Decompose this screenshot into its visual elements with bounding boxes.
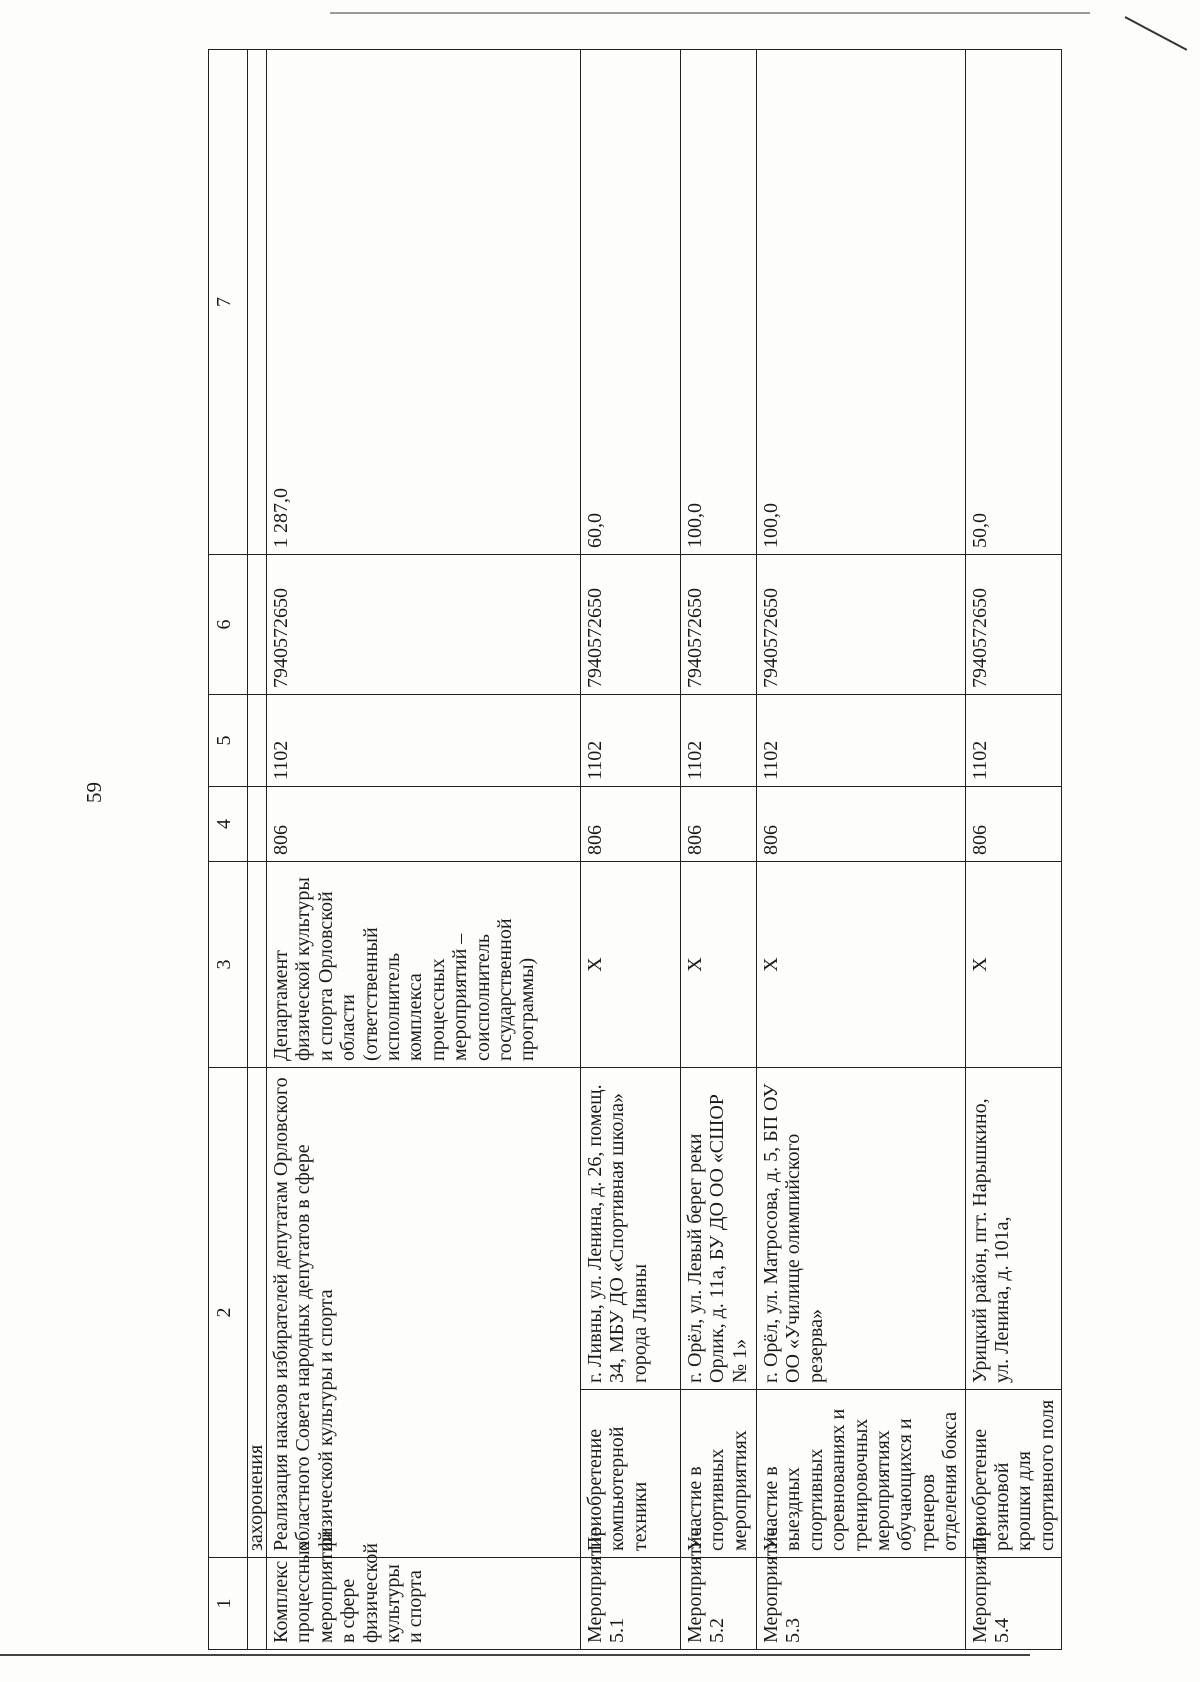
- measure-code-6: 7940572650: [757, 555, 966, 695]
- cell: [248, 695, 267, 787]
- measure-amount: 50,0: [965, 50, 1062, 555]
- measure-address: г. Орёл, ул. Левый берег реки Орлик, д. 11а, БУ ДО ОО «СШОР № 1»: [681, 1068, 757, 1390]
- measure-code-5: 1102: [681, 695, 757, 787]
- measure-description: Участие в выездных спортивных соревнованиях и тренировочных мероприятиях обучающихся и тренеров отделения бокса: [757, 1390, 966, 1558]
- table-row: [965, 50, 1062, 1650]
- header-col-4: 4: [209, 787, 248, 862]
- measure-description: Приобретение резиновой крошки для спортивного поля: [965, 1390, 1062, 1558]
- measure-code-5: 1102: [965, 695, 1062, 787]
- measure-code-5: 1102: [757, 695, 966, 787]
- header-col-7: 7: [209, 50, 248, 555]
- complex-code-5: 1102: [267, 695, 581, 787]
- header-row: [209, 50, 248, 1650]
- header-col-2: 2: [209, 1068, 248, 1558]
- complex-code-4: 806: [267, 787, 581, 862]
- measure-name: Мероприятие 5.4: [965, 1558, 1062, 1650]
- measure-description: Участие в спортивных мероприятиях: [681, 1390, 757, 1558]
- table-row: [757, 50, 966, 1650]
- measure-amount: 100,0: [681, 50, 757, 555]
- measure-address: г. Орёл, ул. Матросова, д. 5, БП ОУ ОО «Училище олимпийского резерва»: [757, 1068, 966, 1390]
- measure-name: Мероприятие 5.1: [581, 1558, 681, 1650]
- cell: [248, 1558, 267, 1650]
- measure-code-4: 806: [681, 787, 757, 862]
- complex-name: Комплекс процессных мероприятий в сфере физической культуры и спорта: [267, 1558, 581, 1650]
- measure-amount: 60,0: [581, 50, 681, 555]
- header-col-3: 3: [209, 862, 248, 1068]
- continuation-text: захоронения: [248, 1068, 267, 1558]
- page-number: 59: [82, 782, 106, 803]
- complex-code-6: 7940572650: [267, 555, 581, 695]
- measure-name: Мероприятие 5.3: [757, 1558, 966, 1650]
- measure-executor: Х: [965, 862, 1062, 1068]
- measure-amount: 100,0: [757, 50, 966, 555]
- measure-code-5: 1102: [581, 695, 681, 787]
- cell: [248, 787, 267, 862]
- measure-address: г. Ливны, ул. Ленина, д. 26, помещ. 34, МБУ ДО «Спортивная школа» города Ливны: [581, 1068, 681, 1390]
- cell: [248, 555, 267, 695]
- scan-corner-fold: [1125, 16, 1188, 51]
- table-row: [681, 50, 757, 1650]
- complex-description: Реализация наказов избирателей депутатам Орловского областного Совета народных депутатов в сфере физической культуры и спорта: [267, 1068, 581, 1558]
- header-col-5: 5: [209, 695, 248, 787]
- header-col-6: 6: [209, 555, 248, 695]
- measure-code-4: 806: [581, 787, 681, 862]
- measure-address: Урицкий район, пгт. Нарышкино, ул. Ленина, д. 101а,: [965, 1068, 1062, 1390]
- measure-name: Мероприятие 5.2: [681, 1558, 757, 1650]
- scan-edge-bottom: [0, 1654, 1030, 1656]
- continuation-row: [248, 50, 267, 1650]
- measure-executor: Х: [757, 862, 966, 1068]
- scan-edge-top: [330, 12, 1090, 14]
- measure-code-4: 806: [757, 787, 966, 862]
- complex-amount: 1 287,0: [267, 50, 581, 555]
- measure-executor: Х: [581, 862, 681, 1068]
- header-col-1: 1: [209, 1558, 248, 1650]
- measure-code-6: 7940572650: [681, 555, 757, 695]
- measure-executor: Х: [681, 862, 757, 1068]
- measure-description: Приобретение компьютерной техники: [581, 1390, 681, 1558]
- cell: [248, 50, 267, 555]
- budget-table: [208, 49, 1062, 1650]
- measure-code-6: 7940572650: [965, 555, 1062, 695]
- measure-code-4: 806: [965, 787, 1062, 862]
- rotated-table-wrapper: [208, 50, 1088, 1650]
- measure-code-6: 7940572650: [581, 555, 681, 695]
- complex-executor: Департамент физической культуры и спорта Орловской области (ответственный исполнитель комплекса процессных мероприятий – соисполнитель государственной программы): [267, 862, 581, 1068]
- complex-row: [267, 50, 581, 1650]
- cell: [248, 862, 267, 1068]
- table-row: [581, 50, 681, 1650]
